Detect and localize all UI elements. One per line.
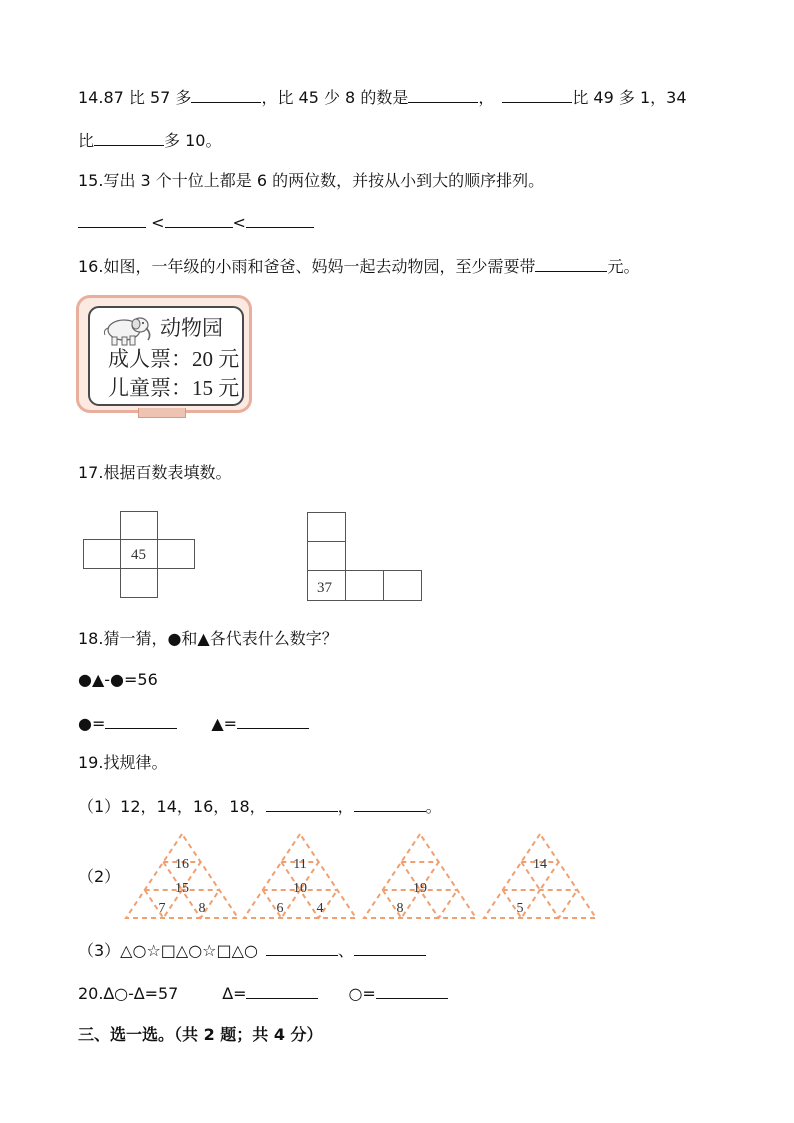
question-16 [78,256,639,278]
adult-ticket-price: 成人票：20 元 [108,347,240,371]
q15-blank-2[interactable] [165,212,233,228]
zoo-ticket-sign [76,295,254,415]
triangle-2-left-number: 6 [276,901,284,916]
q14-text-2: ，比 45 少 8 的数是 [261,88,409,107]
question-17: 17.根据百数表填数。 [78,463,232,482]
q14-blank-3[interactable] [502,87,572,103]
question-18: 18.猜一猜，●和▲各代表什么数字？ [78,629,338,648]
sign-board [88,306,244,406]
cross-center-number: 45 [131,547,146,563]
q16-blank[interactable] [535,256,607,272]
q15-less-than-2: < [232,213,246,232]
question-14-line-1 [78,87,687,109]
question-15-answer [78,212,314,234]
triangle-3-left-number: 8 [396,901,404,916]
q14-blank-4[interactable] [94,130,164,146]
q15-blank-3[interactable] [246,212,314,228]
q19-sequence: （1）12，14，16，18， [78,797,266,816]
q15-blank-1[interactable] [78,212,146,228]
q20-circle-blank[interactable] [376,983,448,999]
q19-comma: ， [337,797,354,816]
cross-cell-bottom [121,569,158,598]
q14-text-5: 比 [78,131,95,150]
sign-post [138,408,186,418]
triangle-1-right-number: 8 [198,901,206,916]
triangle-3-mid-number: 19 [413,881,427,896]
q20-triangle-blank[interactable] [246,983,318,999]
q14-text-4: 比 49 多 1，34 [572,88,687,107]
triangle-1-top-number: 16 [175,857,189,872]
cross-cell-left [84,540,121,569]
elephant-icon [96,312,154,346]
triangle-2-top-number: 11 [293,857,307,872]
section-3-heading: 三、选一选。（共 2 题；共 4 分） [78,1025,323,1044]
q19-sub-1 [78,796,442,818]
triangle-puzzle-4 [478,830,602,922]
triangle-1-left-number: 7 [158,901,166,916]
q16-text-2: 元。 [607,257,640,276]
question-20 [78,983,448,1005]
triangle-puzzle-1 [120,830,244,922]
cross-cell-top [121,512,158,540]
q20-equation: 20.∆○-∆=57 [78,984,179,1003]
q18-triangle-blank[interactable] [237,713,309,729]
q16-text-1: 16.如图，一年级的小雨和爸爸、妈妈一起去动物园，至少需要带 [78,257,536,276]
l-cell-right-1 [346,571,384,601]
triangle-4-top-number: 14 [533,857,547,872]
cross-cell-right [158,540,195,569]
l-corner-number: 37 [317,580,332,596]
q19-blank-4[interactable] [354,940,426,956]
q18-equation: ●▲-●=56 [78,670,158,689]
q19-sub-2-label: （2） [78,867,121,886]
l-cell-2 [308,542,346,571]
triangle-puzzles [120,830,600,922]
q20-circle-label: ○= [348,984,376,1003]
question-15: 15.写出 3 个十位上都是 6 的两位数，并按从小到大的顺序排列。 [78,171,545,190]
child-ticket-price: 儿童票：15 元 [108,376,240,400]
q19-blank-2[interactable] [354,796,426,812]
q14-text-6: 多 10。 [164,131,222,150]
hundred-chart-cross [82,511,200,601]
triangle-2-mid-number: 10 [293,881,307,896]
triangle-1-mid-number: 15 [175,881,189,896]
q14-text-1: 14.87 比 57 多 [78,88,192,107]
l-cell-right-2 [384,571,422,601]
question-19: 19.找规律。 [78,753,168,772]
hundred-chart-l-shape [306,512,424,604]
sign-frame [76,295,252,413]
q19-sub-3 [78,940,426,962]
q14-text-3: ， [478,88,495,107]
q15-less-than-1: < [151,213,165,232]
q14-blank-1[interactable] [191,87,261,103]
q20-triangle-label: ∆= [222,984,247,1003]
sign-title: 动物园 [160,316,223,340]
triangle-puzzle-3 [358,830,482,922]
triangle-2-right-number: 4 [316,901,324,916]
triangle-puzzle-2 [238,830,362,922]
q18-circle-blank[interactable] [105,713,177,729]
q18-triangle-label: ▲= [211,714,238,733]
l-cell-1 [308,513,346,542]
q19-blank-1[interactable] [266,796,338,812]
q19-shape-pattern: （3）△○☆□△○☆□△○ [78,941,258,960]
q19-period: 。 [425,797,442,816]
q18-circle-label: ●= [78,714,106,733]
q19-separator: 、 [337,941,354,960]
q14-blank-2[interactable] [408,87,478,103]
q18-answers [78,713,309,735]
triangle-4-left-number: 5 [516,901,524,916]
question-14-line-2 [78,130,221,152]
q19-blank-3[interactable] [266,940,338,956]
